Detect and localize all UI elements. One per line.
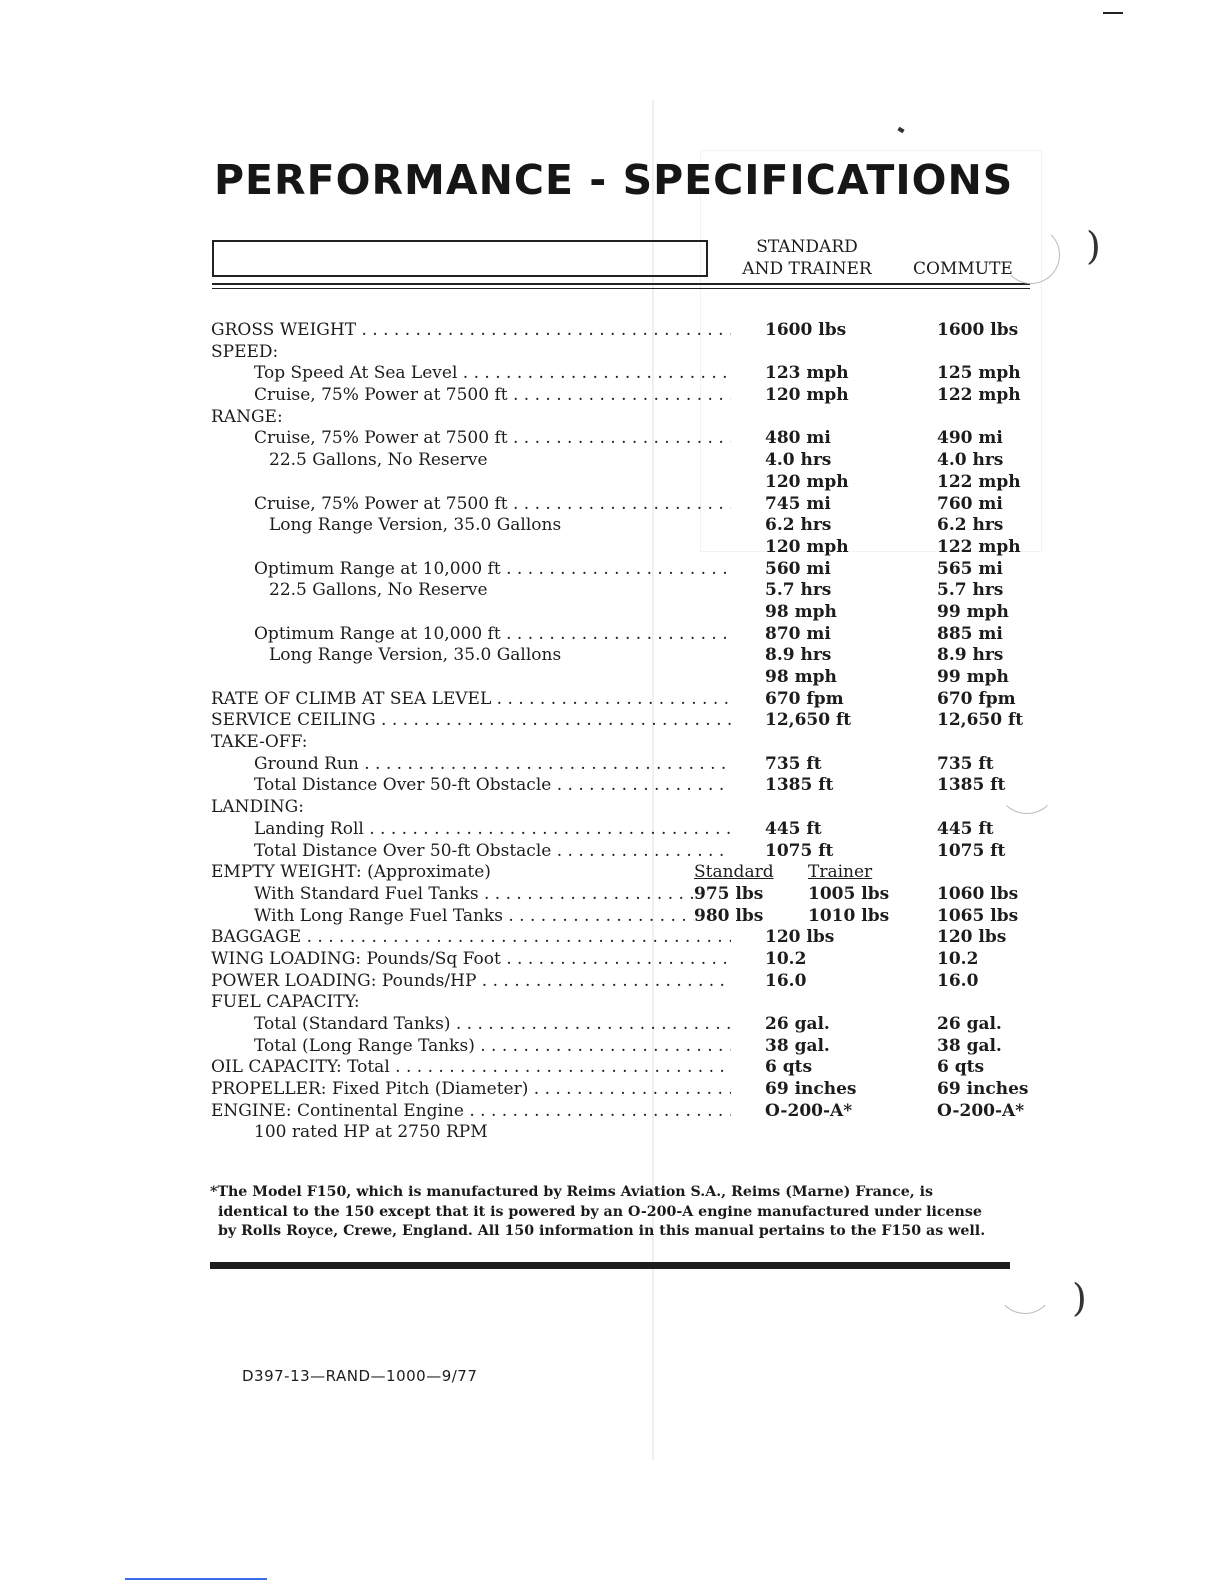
- blank-label-box: [212, 240, 708, 277]
- spec-row: [0, 1079, 1224, 1101]
- spec-value-commuter: 6 qts: [937, 1057, 985, 1078]
- spec-row: [0, 884, 1224, 906]
- spec-value-commuter: 8.9 hrs: [937, 645, 1004, 666]
- spec-label: Cruise, 75% Power at 7500 ft . . .: [254, 385, 731, 407]
- spec-label: Total (Long Range Tanks) . . .: [254, 1036, 731, 1058]
- spec-value-standard: 69 inches: [765, 1079, 857, 1100]
- spec-value-standard: 10.2: [765, 948, 807, 969]
- column-header-commuter: COMMUTE: [913, 259, 1013, 279]
- page-title: PERFORMANCE - SPECIFICATIONS: [214, 156, 1014, 204]
- spec-label: Long Range Version, 35.0 Gallons: [269, 645, 562, 666]
- spec-value-commuter: 99 mph: [937, 667, 1009, 687]
- spec-label: Total Distance Over 50-ft Obstacle . . .: [254, 775, 731, 797]
- spec-row: [0, 559, 1224, 581]
- spec-row: [0, 407, 1224, 429]
- spec-row: [0, 580, 1224, 602]
- spec-label: RATE OF CLIMB AT SEA LEVEL . . .: [211, 689, 731, 711]
- spec-value-commuter: 10.2: [937, 948, 979, 969]
- spec-row: [0, 1122, 1224, 1144]
- spec-label: With Long Range Fuel Tanks . . .: [254, 906, 731, 928]
- spec-value-commuter: 69 inches: [937, 1079, 1029, 1100]
- spec-row: [0, 1014, 1224, 1036]
- spec-value-commuter: 125 mph: [937, 363, 1021, 384]
- binder-hole-top: [1002, 226, 1060, 284]
- spec-value-standard: 735 ft: [765, 753, 822, 774]
- footnote-line: *The Model F150, which is manufactured by Reims Aviation S.A., Reims (Marne) France, is: [210, 1184, 934, 1200]
- header-rule-thick: [212, 283, 1030, 285]
- spec-label: Top Speed At Sea Level . . .: [254, 363, 731, 385]
- spec-row: [0, 992, 1224, 1014]
- spec-value-standard: 6.2 hrs: [765, 515, 832, 536]
- spec-value-standard: 120 mph: [765, 536, 849, 557]
- spec-value-commuter: 5.7 hrs: [937, 580, 1004, 601]
- spec-row: [0, 515, 1224, 537]
- spec-label: 100 rated HP at 2750 RPM: [254, 1122, 488, 1143]
- spec-row: [0, 667, 1224, 689]
- spec-row: [0, 450, 1224, 472]
- spec-label: TAKE-OFF:: [211, 732, 308, 753]
- footnote-line: identical to the 150 except that it is powered by an O-200-A engine manufactured under license: [218, 1203, 982, 1220]
- spec-value-commuter: 670 fpm: [937, 688, 1016, 709]
- horizontal-scrollbar[interactable]: [125, 1578, 267, 1580]
- spec-value-standard: 480 mi: [765, 428, 831, 449]
- spec-value-standard: 120 lbs: [765, 927, 835, 948]
- spec-label: Ground Run . . .: [254, 754, 731, 776]
- spec-label: 22.5 Gallons, No Reserve: [269, 450, 488, 471]
- spec-value-standard: 1075 ft: [765, 840, 834, 861]
- spec-value-trainer: 1010 lbs: [808, 905, 890, 926]
- spec-label: FUEL CAPACITY:: [211, 992, 360, 1013]
- footnote-line: by Rolls Royce, Crewe, England. All 150 information in this manual pertains to the F150 as well.: [218, 1223, 986, 1239]
- spec-label: GROSS WEIGHT . . .: [211, 320, 731, 342]
- spec-row: [0, 537, 1224, 559]
- spec-label: Total (Standard Tanks) . . .: [254, 1014, 731, 1036]
- subheader-trainer: Trainer: [808, 862, 873, 883]
- column-header-standard-line2: AND TRAINER: [742, 259, 872, 279]
- spec-value-standard: 4.0 hrs: [765, 450, 832, 471]
- spec-label: SPEED:: [211, 341, 279, 362]
- spec-row: [0, 602, 1224, 624]
- spec-label: EMPTY WEIGHT: (Approximate): [211, 862, 491, 883]
- spec-value-commuter: 490 mi: [937, 428, 1003, 449]
- spec-row: [0, 624, 1224, 646]
- spec-row: [0, 797, 1224, 819]
- spec-label: WING LOADING: Pounds/Sq Foot . . .: [211, 949, 731, 971]
- spec-value-commuter: 760 mi: [937, 493, 1003, 514]
- spec-value-standard: 38 gal.: [765, 1035, 830, 1056]
- spec-value-standard: 745 mi: [765, 493, 831, 514]
- spec-row: [0, 949, 1224, 971]
- spec-value-commuter: 26 gal.: [937, 1014, 1002, 1034]
- spec-value-commuter: 122 mph: [937, 385, 1021, 406]
- bottom-rule: [210, 1262, 1010, 1269]
- spec-row: [0, 1101, 1224, 1123]
- spec-value-commuter: 1600 lbs: [937, 320, 1019, 340]
- spec-value-standard: 98 mph: [765, 667, 837, 687]
- spec-row-empty-weight: [0, 862, 1224, 884]
- spec-label: POWER LOADING: Pounds/HP . . .: [211, 971, 731, 993]
- corner-dash-mark: [1103, 12, 1123, 14]
- spec-value-commuter: 1075 ft: [937, 840, 1006, 861]
- spec-value-commuter: 122 mph: [937, 471, 1021, 492]
- spec-label: SERVICE CEILING . . .: [211, 710, 731, 732]
- spec-value-commuter: 1385 ft: [937, 775, 1006, 796]
- spec-row: [0, 710, 1224, 732]
- spec-row: [0, 342, 1224, 364]
- spec-row: [0, 775, 1224, 797]
- ink-speck: [897, 127, 904, 133]
- spec-value-standard: 123 mph: [765, 363, 849, 384]
- spec-label: Landing Roll . . .: [254, 819, 731, 841]
- spec-row: [0, 689, 1224, 711]
- spec-value-standard: 560 mi: [765, 558, 831, 579]
- column-header-standard: [736, 236, 878, 280]
- spec-value-standard: 26 gal.: [765, 1014, 830, 1034]
- spec-value-standard: 870 mi: [765, 623, 831, 644]
- spec-value-commuter: 12,650 ft: [937, 710, 1024, 731]
- spec-value-commuter: 565 mi: [937, 558, 1003, 579]
- spec-label: 22.5 Gallons, No Reserve: [269, 580, 488, 601]
- spec-value-commuter: 122 mph: [937, 536, 1021, 557]
- spec-value-commuter: 4.0 hrs: [937, 450, 1004, 471]
- spec-value-commuter: 6.2 hrs: [937, 515, 1004, 536]
- spec-value-standard: 6 qts: [765, 1057, 813, 1078]
- spec-value-standard: 98 mph: [765, 601, 837, 622]
- spec-row: [0, 732, 1224, 754]
- spec-value-standard: 5.7 hrs: [765, 580, 832, 601]
- spec-value-commuter: O-200-A*: [937, 1100, 1025, 1121]
- punch-mark-bottom: ): [1072, 1276, 1087, 1320]
- spec-row: [0, 494, 1224, 516]
- spec-row: [0, 754, 1224, 776]
- spec-row: [0, 971, 1224, 993]
- spec-row: [0, 819, 1224, 841]
- spec-label: PROPELLER: Fixed Pitch (Diameter) . . .: [211, 1079, 731, 1101]
- subheader-standard: Standard: [694, 862, 774, 883]
- spec-label: BAGGAGE . . .: [211, 927, 731, 949]
- spec-value-standard: 120 mph: [765, 471, 849, 492]
- spec-value-standard: O-200-A*: [765, 1100, 853, 1121]
- spec-value-standard: 975 lbs: [694, 883, 764, 904]
- spec-value-commuter: 1060 lbs: [937, 883, 1019, 904]
- spec-value-commuter: 99 mph: [937, 601, 1009, 622]
- spec-value-standard: 16.0: [765, 970, 807, 991]
- spec-value-trainer: 1005 lbs: [808, 883, 890, 904]
- spec-label: LANDING:: [211, 797, 304, 818]
- spec-value-commuter: 885 mi: [937, 623, 1003, 644]
- spec-value-standard: 8.9 hrs: [765, 645, 832, 666]
- spec-row: [0, 645, 1224, 667]
- spec-row: [0, 363, 1224, 385]
- spec-value-commuter: 445 ft: [937, 818, 994, 839]
- spec-row: [0, 1057, 1224, 1079]
- spec-value-standard: 12,650 ft: [765, 710, 852, 731]
- spec-value-standard: 445 ft: [765, 818, 822, 839]
- spec-label: Optimum Range at 10,000 ft . . .: [254, 559, 731, 581]
- spec-row: [0, 428, 1224, 450]
- spec-value-standard: 1385 ft: [765, 775, 834, 796]
- spec-label: ENGINE: Continental Engine . . .: [211, 1101, 731, 1123]
- spec-value-commuter: 38 gal.: [937, 1035, 1002, 1056]
- footnote: [210, 1183, 1040, 1242]
- spec-value-standard: 1600 lbs: [765, 320, 847, 340]
- spec-label: RANGE:: [211, 406, 283, 427]
- spec-row: [0, 472, 1224, 494]
- spec-row: [0, 906, 1224, 928]
- form-code: D397-13—RAND—1000—9/77: [242, 1367, 478, 1385]
- spec-value-commuter: 1065 lbs: [937, 905, 1019, 926]
- spec-row: [0, 841, 1224, 863]
- spec-label: Cruise, 75% Power at 7500 ft . . .: [254, 494, 731, 516]
- spec-label: Long Range Version, 35.0 Gallons: [269, 515, 562, 536]
- spec-row: [0, 320, 1224, 342]
- spec-label: Optimum Range at 10,000 ft . . .: [254, 624, 731, 646]
- spec-value-standard: 980 lbs: [694, 905, 764, 926]
- spec-value-commuter: 120 lbs: [937, 927, 1007, 948]
- header-rule-thin: [212, 288, 1030, 289]
- spec-label: Total Distance Over 50-ft Obstacle . . .: [254, 841, 731, 863]
- spec-label: OIL CAPACITY: Total . . .: [211, 1057, 731, 1079]
- spec-row: [0, 927, 1224, 949]
- column-header-standard-line1: STANDARD: [756, 237, 858, 257]
- spec-value-standard: 120 mph: [765, 385, 849, 406]
- spec-row: [0, 385, 1224, 407]
- spec-value-commuter: 16.0: [937, 970, 979, 991]
- punch-mark-top: ): [1086, 224, 1101, 268]
- spec-value-standard: 670 fpm: [765, 688, 844, 709]
- spec-label: Cruise, 75% Power at 7500 ft . . .: [254, 428, 731, 450]
- spec-value-commuter: 735 ft: [937, 753, 994, 774]
- spec-label: With Standard Fuel Tanks . . .: [254, 884, 731, 906]
- spec-row: [0, 1036, 1224, 1058]
- specifications-table: [0, 320, 1224, 1144]
